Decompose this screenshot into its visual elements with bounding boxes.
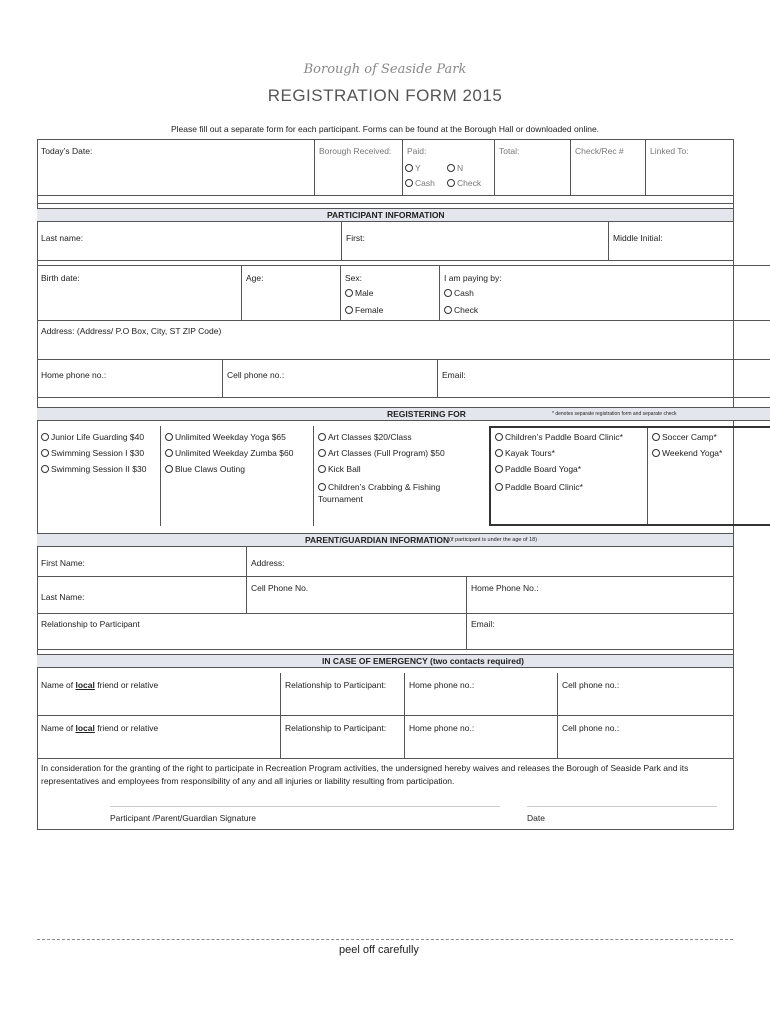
peel-line — [37, 939, 733, 940]
borough-received-label: Borough Received: — [319, 146, 392, 156]
option-kick-ball[interactable]: Kick Ball — [318, 464, 361, 474]
option-weekend-yoga[interactable]: Weekend Yoga* — [652, 448, 722, 458]
guardian-last-name-label[interactable]: Last Name: — [41, 592, 85, 602]
paying-cash-option[interactable]: Cash — [444, 288, 474, 298]
paid-label: Paid: — [407, 146, 427, 156]
radio-icon — [165, 433, 173, 441]
last-name-label[interactable]: Last name: — [41, 233, 84, 243]
emergency-home-phone-label-1[interactable]: Home phone no.: — [409, 680, 475, 690]
guardian-first-name-label[interactable]: First Name: — [41, 558, 85, 568]
radio-icon — [652, 433, 660, 441]
date-label: Date — [527, 813, 545, 823]
registering-section-header: REGISTERING FOR * denotes separate registration form and separate check — [37, 407, 770, 421]
address-label[interactable]: Address: (Address/ P.O Box, City, ST ZIP Code) — [41, 326, 222, 336]
guardian-email-label[interactable]: Email: — [471, 619, 495, 629]
option-weekday-yoga[interactable]: Unlimited Weekday Yoga $65 — [165, 432, 286, 442]
page-title: REGISTRATION FORM 2015 — [267, 86, 503, 105]
age-label[interactable]: Age: — [246, 273, 264, 283]
radio-icon — [495, 465, 503, 473]
guardian-address-label[interactable]: Address: — [251, 558, 285, 568]
emergency-cell-phone-label-2[interactable]: Cell phone no.: — [562, 723, 620, 733]
todays-date-label: Today’s Date: — [41, 146, 93, 156]
option-kayak-tours[interactable]: Kayak Tours* — [495, 448, 555, 458]
paying-check-option[interactable]: Check — [444, 305, 478, 315]
radio-icon — [447, 179, 455, 187]
option-paddle-board-yoga[interactable]: Paddle Board Yoga* — [495, 464, 581, 474]
sex-label: Sex: — [345, 273, 363, 283]
emergency-home-phone-label-2[interactable]: Home phone no.: — [409, 723, 475, 733]
option-crabbing-fishing-cont: Tournament — [318, 494, 363, 504]
borough-script-title: Borough of Seaside Park — [303, 62, 467, 77]
radio-icon — [447, 164, 455, 172]
participant-section-header: PARTICIPANT INFORMATION — [37, 208, 733, 222]
option-art-classes[interactable]: Art Classes $20/Class — [318, 432, 412, 442]
radio-icon — [345, 306, 353, 314]
paid-cash-option[interactable]: Cash — [405, 178, 435, 188]
first-name-label[interactable]: First: — [346, 233, 365, 243]
sex-female-option[interactable]: Female — [345, 305, 383, 315]
radio-icon — [345, 289, 353, 297]
radio-icon — [318, 465, 326, 473]
option-swimming-session-2[interactable]: Swimming Session II $30 — [41, 464, 146, 474]
option-soccer-camp[interactable]: Soccer Camp* — [652, 432, 717, 442]
middle-initial-label[interactable]: Middle Initial: — [613, 233, 663, 243]
check-rec-label: Check/Rec # — [575, 146, 624, 156]
date-line[interactable] — [527, 806, 717, 807]
signature-label: Participant /Parent/Guardian Signature — [110, 813, 257, 823]
option-paddle-board-clinic[interactable]: Paddle Board Clinic* — [495, 482, 583, 492]
waiver-text: In consideration for the granting of the right to participate in Recreation Program activities, the undersigned hereby waives and releases the Borough of Seaside Park and its representatives and employees from responsibility of any and all injuries or liability resulting from participation. — [41, 763, 689, 786]
emergency-relationship-label-1[interactable]: Relationship to Participant: — [285, 680, 387, 690]
radio-icon — [444, 306, 452, 314]
home-phone-label[interactable]: Home phone no.: — [41, 370, 107, 380]
emergency-name-label-2[interactable]: Name of local friend or relative — [41, 723, 159, 733]
emergency-name-label-1[interactable]: Name of local friend or relative — [41, 680, 159, 690]
radio-icon — [165, 465, 173, 473]
guardian-relationship-label[interactable]: Relationship to Participant — [41, 619, 140, 629]
paid-check-option[interactable]: Check — [447, 178, 481, 188]
radio-icon — [652, 449, 660, 457]
radio-icon — [495, 483, 503, 491]
signature-line[interactable] — [110, 806, 500, 807]
paid-yes-option[interactable]: Y — [405, 163, 421, 173]
peel-label: peel off carefully — [339, 944, 419, 956]
option-crabbing-fishing[interactable]: Children’s Crabbing & Fishing — [318, 482, 440, 492]
radio-icon — [405, 179, 413, 187]
radio-icon — [444, 289, 452, 297]
guardian-cell-phone-label[interactable]: Cell Phone No. — [251, 583, 309, 593]
radio-icon — [318, 449, 326, 457]
radio-icon — [405, 164, 413, 172]
paid-no-option[interactable]: N — [447, 163, 463, 173]
option-art-classes-full[interactable]: Art Classes (Full Program) $50 — [318, 448, 445, 458]
total-label: Total: — [499, 146, 520, 156]
option-junior-life-guarding[interactable]: Junior Life Guarding $40 — [41, 432, 144, 442]
linked-to-label: Linked To: — [650, 146, 689, 156]
radio-icon — [41, 449, 49, 457]
cell-phone-label[interactable]: Cell phone no.: — [227, 370, 285, 380]
guardian-home-phone-label[interactable]: Home Phone No.: — [471, 583, 539, 593]
radio-icon — [165, 449, 173, 457]
radio-icon — [41, 465, 49, 473]
radio-icon — [41, 433, 49, 441]
option-weekday-zumba[interactable]: Unlimited Weekday Zumba $60 — [165, 448, 293, 458]
option-childrens-paddle-board[interactable]: Children’s Paddle Board Clinic* — [495, 432, 623, 442]
birth-date-label[interactable]: Birth date: — [41, 273, 80, 283]
emergency-section-header: IN CASE OF EMERGENCY (two contacts required) — [37, 654, 733, 668]
radio-icon — [318, 433, 326, 441]
email-label[interactable]: Email: — [442, 370, 466, 380]
option-blue-claws-outing[interactable]: Blue Claws Outing — [165, 464, 245, 474]
radio-icon — [318, 483, 326, 491]
emergency-cell-phone-label-1[interactable]: Cell phone no.: — [562, 680, 620, 690]
instructions: Please fill out a separate form for each participant. Forms can be found at the Borough Hall or downloaded online. — [170, 124, 600, 134]
option-swimming-session-1[interactable]: Swimming Session I $30 — [41, 448, 144, 458]
guardian-section-header: PARENT/GUARDIAN INFORMATION (if participant is under the age of 18) — [37, 533, 733, 547]
paying-by-label: I am paying by: — [444, 273, 502, 283]
emergency-relationship-label-2[interactable]: Relationship to Participant: — [285, 723, 387, 733]
sex-male-option[interactable]: Male — [345, 288, 373, 298]
radio-icon — [495, 433, 503, 441]
radio-icon — [495, 449, 503, 457]
